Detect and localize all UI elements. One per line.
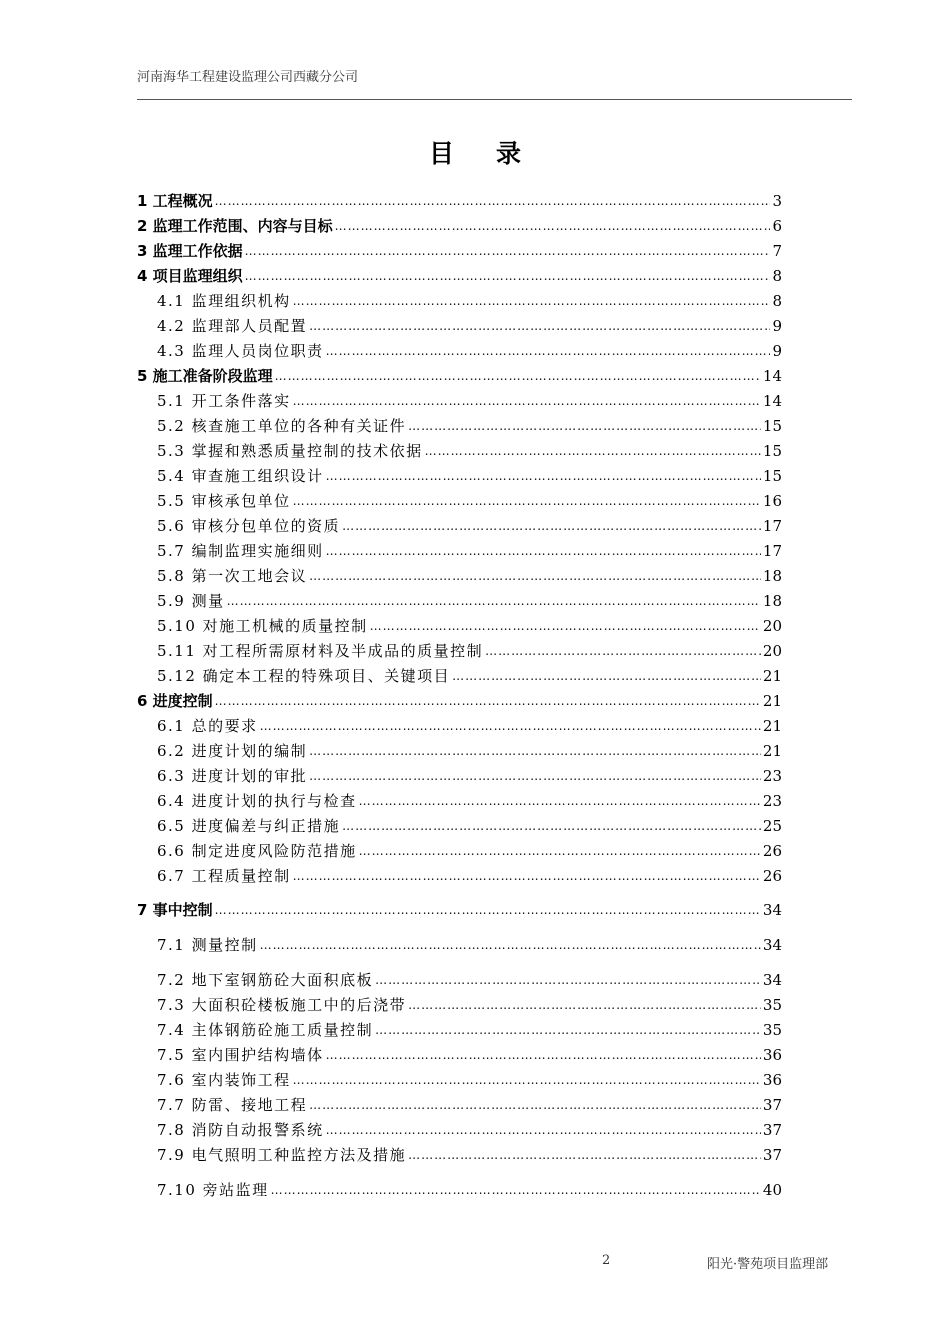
toc-entry-label: 7.8 消防自动报警系统 — [157, 1121, 324, 1139]
toc-entry[interactable] — [137, 686, 782, 710]
toc-leader-dots — [293, 867, 761, 885]
toc-entry[interactable] — [137, 965, 782, 989]
toc-leader-dots — [293, 292, 771, 310]
toc-entry[interactable] — [137, 411, 782, 435]
toc-entry[interactable] — [137, 1065, 782, 1089]
toc-entry-label: 5.4 审查施工组织设计 — [157, 467, 324, 485]
toc-leader-dots — [408, 996, 761, 1014]
toc-leader-dots — [452, 667, 761, 685]
toc-leader-dots — [375, 971, 761, 989]
toc-entry-page: 21 — [762, 692, 782, 710]
toc-entry-label: 6.3 进度计划的审批 — [157, 767, 308, 785]
toc-leader-dots — [215, 901, 761, 919]
toc-leader-dots — [293, 1071, 761, 1089]
toc-leader-dots — [309, 1096, 761, 1114]
toc-leader-dots — [408, 417, 761, 435]
toc-leader-dots — [326, 542, 761, 560]
toc-entry-page: 14 — [762, 392, 782, 410]
toc-leader-dots — [326, 342, 771, 360]
toc-entry[interactable] — [137, 1015, 782, 1039]
toc-leader-dots — [359, 792, 761, 810]
toc-entry-page: 23 — [762, 792, 782, 810]
toc-leader-dots — [335, 217, 771, 235]
toc-entry-label: 7.5 室内围护结构墙体 — [157, 1046, 324, 1064]
toc-entry-page: 9 — [772, 342, 782, 360]
toc-entry-label: 7.10 旁站监理 — [157, 1181, 269, 1199]
toc-leader-dots — [215, 692, 761, 710]
toc-entry-page: 34 — [762, 936, 782, 954]
toc-entry[interactable] — [137, 736, 782, 760]
toc-entry-label: 5.7 编制监理实施细则 — [157, 542, 324, 560]
toc-entry[interactable] — [137, 661, 782, 685]
toc-entry[interactable] — [137, 611, 782, 635]
toc-entry[interactable] — [137, 211, 782, 235]
toc-entry-page: 21 — [762, 717, 782, 735]
toc-entry-label: 1 工程概况 — [137, 192, 213, 210]
toc-entry-page: 34 — [762, 901, 782, 919]
toc-entry[interactable] — [137, 711, 782, 735]
toc-entry-page: 9 — [772, 317, 782, 335]
toc-entry[interactable] — [137, 1090, 782, 1114]
toc-leader-dots — [485, 642, 761, 660]
toc-entry[interactable] — [137, 386, 782, 410]
toc-entry[interactable] — [137, 811, 782, 835]
toc-entry-label: 4 项目监理组织 — [137, 267, 243, 285]
toc-entry-page: 7 — [772, 242, 782, 260]
toc-entry-label: 7.9 电气照明工种监控方法及措施 — [157, 1146, 407, 1164]
toc-leader-dots — [342, 517, 761, 535]
toc-leader-dots — [309, 767, 761, 785]
toc-entry-page: 17 — [762, 517, 782, 535]
toc-entry-page: 14 — [762, 367, 782, 385]
toc-entry[interactable] — [137, 336, 782, 360]
toc-entry-label: 5.8 第一次工地会议 — [157, 567, 308, 585]
toc-leader-dots — [326, 467, 761, 485]
toc-entry-page: 37 — [762, 1096, 782, 1114]
toc-entry-label: 5.10 对施工机械的质量控制 — [157, 617, 368, 635]
toc-entry-label: 4.3 监理人员岗位职责 — [157, 342, 324, 360]
toc-entry[interactable] — [137, 511, 782, 535]
toc-entry-page: 18 — [762, 592, 782, 610]
toc-entry[interactable] — [137, 636, 782, 660]
toc-entry[interactable] — [137, 895, 782, 919]
toc-entry-label: 5.9 测量 — [157, 592, 225, 610]
toc-leader-dots — [271, 1181, 761, 1199]
toc-entry-page: 37 — [762, 1121, 782, 1139]
toc-entry[interactable] — [137, 836, 782, 860]
toc-entry[interactable] — [137, 586, 782, 610]
toc-entry-label: 6.1 总的要求 — [157, 717, 258, 735]
toc-entry-page: 21 — [762, 742, 782, 760]
toc-leader-dots — [245, 242, 771, 260]
toc-leader-dots — [326, 1121, 761, 1139]
toc-entry-label: 5.11 对工程所需原材料及半成品的质量控制 — [157, 642, 484, 660]
toc-entry-page: 15 — [762, 467, 782, 485]
footer-page-number: 2 — [602, 1253, 611, 1268]
toc-entry[interactable] — [137, 286, 782, 310]
toc-entry[interactable] — [137, 761, 782, 785]
toc-entry-label: 7.2 地下室钢筋砼大面积底板 — [157, 971, 374, 989]
toc-entry[interactable] — [137, 930, 782, 954]
toc-leader-dots — [245, 267, 771, 285]
toc-entry-page: 35 — [762, 996, 782, 1014]
toc-leader-dots — [359, 842, 761, 860]
toc-entry-page: 26 — [762, 842, 782, 860]
toc-entry[interactable] — [137, 461, 782, 485]
toc-entry-label: 5.12 确定本工程的特殊项目、关键项目 — [157, 667, 451, 685]
toc-leader-dots — [309, 742, 761, 760]
toc-entry-label: 5.6 审核分包单位的资质 — [157, 517, 341, 535]
toc-entry[interactable] — [137, 1040, 782, 1064]
toc-entry[interactable] — [137, 1175, 782, 1199]
toc-entry[interactable] — [137, 536, 782, 560]
toc-entry-label: 7.1 测量控制 — [157, 936, 258, 954]
toc-leader-dots — [370, 617, 761, 635]
toc-entry-page: 15 — [762, 442, 782, 460]
toc-entry-page: 6 — [772, 217, 782, 235]
toc-entry-label: 7 事中控制 — [137, 901, 213, 919]
header-divider — [137, 99, 852, 100]
toc-leader-dots — [425, 442, 761, 460]
toc-entry-page: 36 — [762, 1046, 782, 1064]
toc-entry-page: 23 — [762, 767, 782, 785]
toc-entry-page: 25 — [762, 817, 782, 835]
toc-leader-dots — [309, 317, 770, 335]
toc-entry-page: 16 — [762, 492, 782, 510]
toc-entry-page: 34 — [762, 971, 782, 989]
toc-leader-dots — [342, 817, 761, 835]
toc-entry-label: 6.2 进度计划的编制 — [157, 742, 308, 760]
toc-entry-label: 6.6 制定进度风险防范措施 — [157, 842, 357, 860]
toc-entry-page: 36 — [762, 1071, 782, 1089]
toc-leader-dots — [227, 592, 761, 610]
toc-entry[interactable] — [137, 311, 782, 335]
toc-entry[interactable] — [137, 486, 782, 510]
toc-entry-page: 20 — [762, 617, 782, 635]
toc-entry-page: 26 — [762, 867, 782, 885]
toc-title: 目录 — [428, 139, 563, 168]
toc-entry-page: 15 — [762, 417, 782, 435]
toc-entry-label: 6 进度控制 — [137, 692, 213, 710]
toc-entry[interactable] — [137, 236, 782, 260]
toc-entry[interactable] — [137, 861, 782, 885]
toc-entry-label: 5.1 开工条件落实 — [157, 392, 291, 410]
toc-entry-label: 3 监理工作依据 — [137, 242, 243, 260]
toc-entry-label: 7.6 室内装饰工程 — [157, 1071, 291, 1089]
toc-entry-page: 40 — [762, 1181, 782, 1199]
toc-leader-dots — [293, 492, 761, 510]
toc-entry-page: 18 — [762, 567, 782, 585]
toc-entry-label: 5 施工准备阶段监理 — [137, 367, 273, 385]
toc-entry-page: 17 — [762, 542, 782, 560]
toc-entry-label: 6.5 进度偏差与纠正措施 — [157, 817, 341, 835]
toc-entry-label: 5.2 核查施工单位的各种有关证件 — [157, 417, 407, 435]
toc-leader-dots — [326, 1046, 761, 1064]
toc-entry-label: 6.4 进度计划的执行与检查 — [157, 792, 357, 810]
header-company: 河南海华工程建设监理公司西藏分公司 — [137, 70, 359, 85]
toc-leader-dots — [260, 936, 761, 954]
toc-leader-dots — [215, 192, 771, 210]
toc-entry-page: 20 — [762, 642, 782, 660]
toc-entry[interactable] — [137, 990, 782, 1014]
toc-entry-label: 5.5 审核承包单位 — [157, 492, 291, 510]
toc-entry[interactable] — [137, 1140, 782, 1164]
toc-entry-page: 35 — [762, 1021, 782, 1039]
toc-entry[interactable] — [137, 186, 782, 210]
toc-leader-dots — [293, 392, 761, 410]
toc-entry[interactable] — [137, 261, 782, 285]
toc-entry[interactable] — [137, 436, 782, 460]
toc-entry-page: 21 — [762, 667, 782, 685]
toc-entry[interactable] — [137, 361, 782, 385]
toc-entry[interactable] — [137, 786, 782, 810]
toc-entry-label: 5.3 掌握和熟悉质量控制的技术依据 — [157, 442, 423, 460]
toc-leader-dots — [260, 717, 761, 735]
toc-entry-label: 7.3 大面积砼楼板施工中的后浇带 — [157, 996, 407, 1014]
toc-entry-label: 4.2 监理部人员配置 — [157, 317, 308, 335]
toc-leader-dots — [408, 1146, 761, 1164]
toc-leader-dots — [309, 567, 761, 585]
toc-entry-label: 4.1 监理组织机构 — [157, 292, 291, 310]
toc-entry-page: 8 — [772, 292, 782, 310]
toc-entry-label: 2 监理工作范围、内容与目标 — [137, 217, 333, 235]
toc-entry-page: 8 — [772, 267, 782, 285]
toc-leader-dots — [375, 1021, 761, 1039]
toc-leader-dots — [275, 367, 761, 385]
toc-entry-label: 7.4 主体钢筋砼施工质量控制 — [157, 1021, 374, 1039]
toc-entry[interactable] — [137, 1115, 782, 1139]
toc-entry-label: 7.7 防雷、接地工程 — [157, 1096, 308, 1114]
footer-department: 阳光·警苑项目监理部 — [707, 1257, 829, 1272]
toc-entry-label: 6.7 工程质量控制 — [157, 867, 291, 885]
toc-entry[interactable] — [137, 561, 782, 585]
toc-entry-page: 3 — [772, 192, 782, 210]
toc-entry-page: 37 — [762, 1146, 782, 1164]
